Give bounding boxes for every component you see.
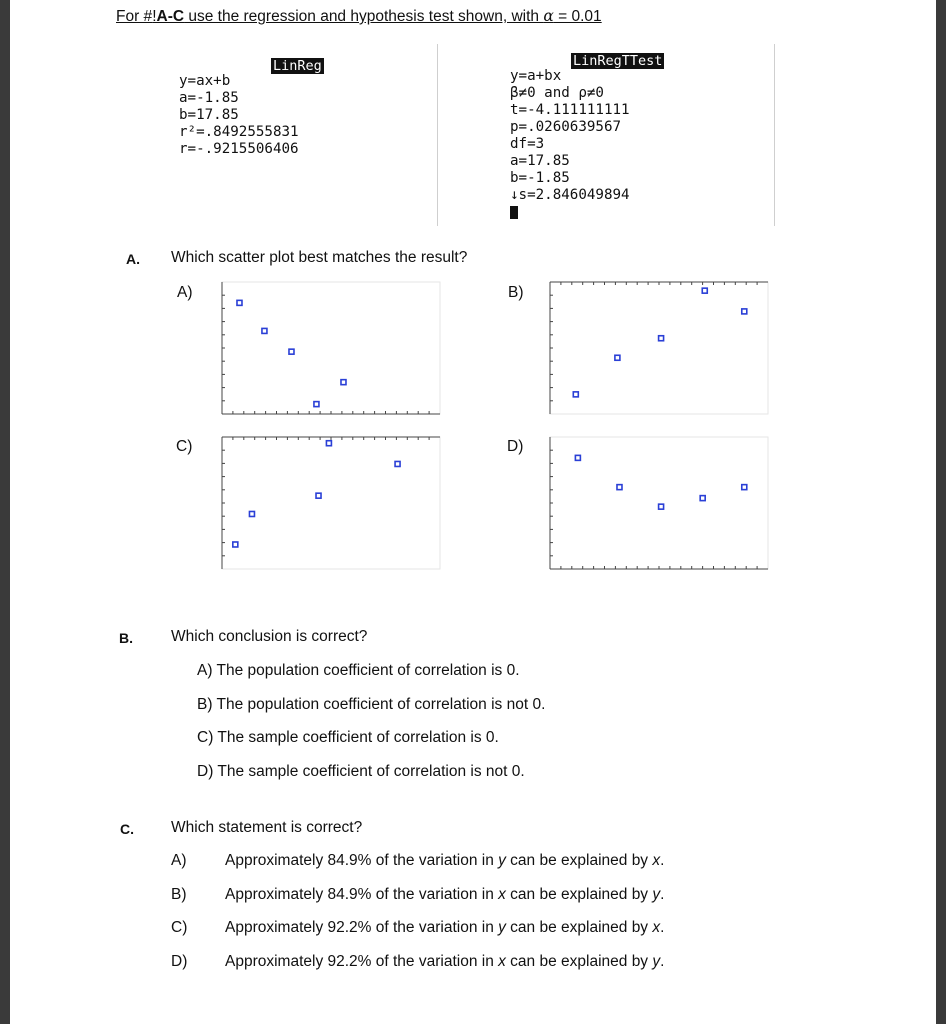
c-option-d-text[interactable]: Approximately 92.2% of the variation in x can be explained by y. <box>225 953 665 970</box>
data-point <box>314 402 319 407</box>
question-c-number: C. <box>120 821 134 837</box>
data-point <box>395 461 400 466</box>
c-option-d-label[interactable]: D) <box>171 953 188 970</box>
data-point <box>702 288 707 293</box>
b-option-b[interactable]: B) The population coefficient of correlation is not 0. <box>197 696 546 713</box>
question-a-number: A. <box>126 251 140 267</box>
scatter-svg <box>221 436 441 570</box>
plot-window <box>222 282 440 414</box>
data-point <box>700 496 705 501</box>
scatter-plot-a[interactable] <box>221 281 441 415</box>
data-point <box>575 455 580 460</box>
linregttest-title: LinRegTTest <box>573 53 663 69</box>
plot-window <box>222 437 440 569</box>
c-option-a-text[interactable]: Approximately 84.9% of the variation in y can be explained by x. <box>225 852 665 869</box>
b-option-d[interactable]: D) The sample coefficient of correlation is not 0. <box>197 763 525 780</box>
data-point <box>249 511 254 516</box>
worksheet-page <box>10 0 936 1024</box>
linreg-output: y=ax+b a=-1.85 b=17.85 r²=.8492555831 r=-.9215506406 <box>179 73 299 157</box>
scatter-svg <box>221 281 441 415</box>
data-point <box>617 485 622 490</box>
data-point <box>237 300 242 305</box>
c-option-b-label[interactable]: B) <box>171 886 187 903</box>
plot-a-label[interactable]: A) <box>177 284 193 301</box>
data-point <box>326 441 331 446</box>
data-point <box>262 328 267 333</box>
question-b-text: Which conclusion is correct? <box>171 628 368 645</box>
divider-line <box>437 44 438 226</box>
c-option-c-label[interactable]: C) <box>171 919 188 936</box>
data-point <box>659 336 664 341</box>
data-point <box>659 504 664 509</box>
scatter-plot-d[interactable] <box>549 436 769 570</box>
plot-window <box>550 282 768 414</box>
scatter-plot-b[interactable] <box>549 281 769 415</box>
calculator-cursor <box>510 206 518 219</box>
data-point <box>742 485 747 490</box>
plot-b-label[interactable]: B) <box>508 284 524 301</box>
question-b-number: B. <box>119 630 133 646</box>
data-point <box>316 493 321 498</box>
scatter-plot-c[interactable] <box>221 436 441 570</box>
data-point <box>341 380 346 385</box>
data-point <box>289 349 294 354</box>
linregttest-output: y=a+bx β≠0 and ρ≠0 t=-4.111111111 p=.0260639567 df=3 a=17.85 b=-1.85 ↓s=2.846049894 <box>510 68 630 221</box>
data-point <box>573 392 578 397</box>
scatter-svg <box>549 436 769 570</box>
b-option-a[interactable]: A) The population coefficient of correlation is 0. <box>197 662 520 679</box>
data-point <box>615 355 620 360</box>
divider-line <box>774 44 775 226</box>
c-option-b-text[interactable]: Approximately 84.9% of the variation in x can be explained by y. <box>225 886 665 903</box>
question-c-text: Which statement is correct? <box>171 819 363 836</box>
c-option-a-label[interactable]: A) <box>171 852 187 869</box>
instructions-header: For #!A-C use the regression and hypothesis test shown, with α = 0.01 <box>116 7 602 25</box>
data-point <box>233 542 238 547</box>
data-point <box>742 309 747 314</box>
plot-window <box>550 437 768 569</box>
question-a-text: Which scatter plot best matches the result? <box>171 249 468 266</box>
plot-c-label[interactable]: C) <box>176 438 193 455</box>
scatter-svg <box>549 281 769 415</box>
plot-d-label[interactable]: D) <box>507 438 524 455</box>
c-option-c-text[interactable]: Approximately 92.2% of the variation in y can be explained by x. <box>225 919 665 936</box>
linreg-title: LinReg <box>273 58 322 74</box>
b-option-c[interactable]: C) The sample coefficient of correlation is 0. <box>197 729 499 746</box>
